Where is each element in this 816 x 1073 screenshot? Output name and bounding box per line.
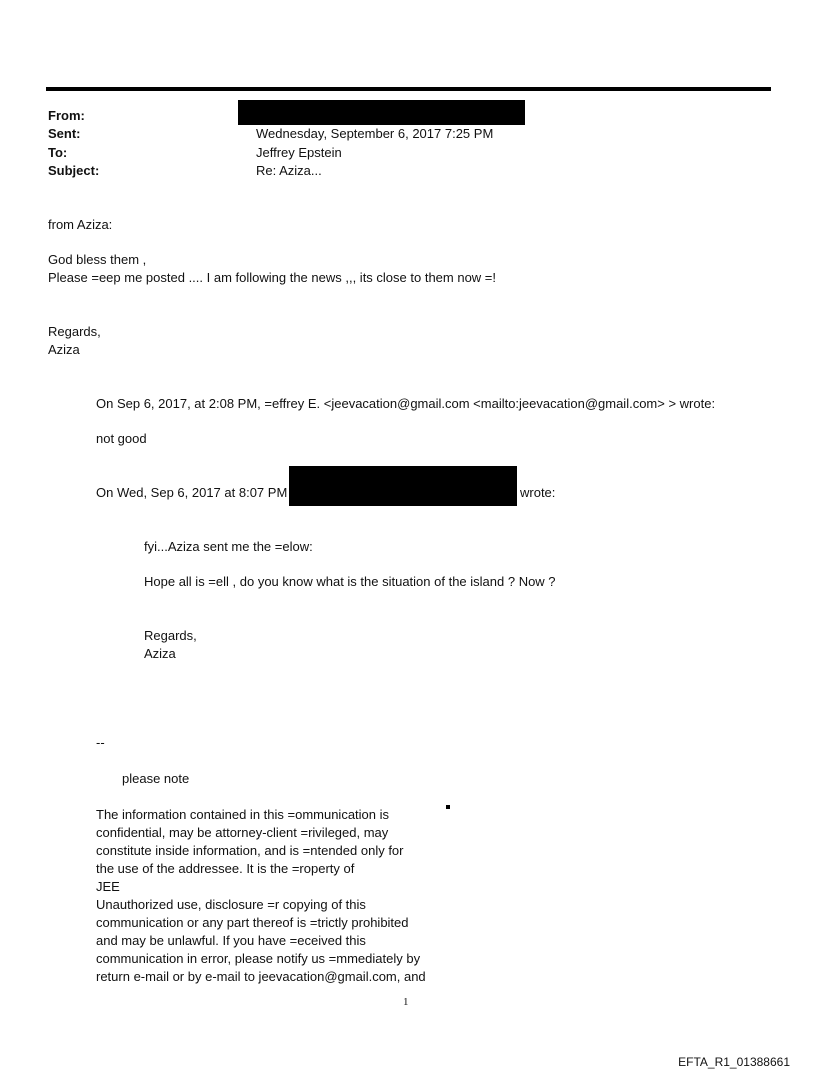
notice-line: constitute inside information, and is =ntended only for bbox=[96, 843, 404, 858]
subject-value: Re: Aziza... bbox=[256, 163, 322, 178]
quote2-redaction bbox=[289, 466, 517, 506]
notice-line: JEE bbox=[96, 879, 120, 894]
quote3-line-2: Hope all is =ell , do you know what is the situation of the island ? Now ? bbox=[144, 574, 556, 589]
notice-line: communication or any part thereof is =trictly prohibited bbox=[96, 915, 409, 930]
body-line-2: Please =eep me posted .... I am following the news ,,, its close to them now =! bbox=[48, 270, 497, 285]
notice-line: and may be unlawful. If you have =eceived this bbox=[96, 933, 366, 948]
quote1-text: not good bbox=[96, 431, 147, 446]
body-name: Aziza bbox=[48, 342, 80, 357]
notice-line: the use of the addressee. It is the =roperty of bbox=[96, 861, 355, 876]
body-regards: Regards, bbox=[48, 324, 101, 339]
signature-dashes: -- bbox=[96, 735, 105, 750]
from-label: From: bbox=[48, 108, 85, 123]
document-id: EFTA_R1_01388661 bbox=[678, 1055, 790, 1069]
signature-note: please note bbox=[122, 771, 190, 786]
stray-mark bbox=[446, 805, 450, 809]
to-label: To: bbox=[48, 145, 68, 160]
from-redaction bbox=[238, 100, 525, 125]
body-intro: from Aziza: bbox=[48, 217, 113, 232]
quote3-name: Aziza bbox=[144, 646, 176, 661]
header-divider bbox=[46, 87, 771, 91]
to-value: Jeffrey Epstein bbox=[256, 145, 342, 160]
notice-line: return e-mail or by e-mail to jeevacation@gmail.com, and bbox=[96, 969, 426, 984]
sent-label: Sent: bbox=[48, 126, 81, 141]
page-number: 1 bbox=[403, 996, 409, 1008]
body-line-1: God bless them , bbox=[48, 252, 147, 267]
subject-label: Subject: bbox=[48, 163, 100, 178]
notice-line: Unauthorized use, disclosure =r copying of this bbox=[96, 897, 366, 912]
quote1-header: On Sep 6, 2017, at 2:08 PM, =effrey E. <jeevacation@gmail.com <mailto:jeevacation@gmail.com> > wrote: bbox=[96, 396, 716, 411]
quote3-line-1: fyi...Aziza sent me the =elow: bbox=[144, 539, 313, 554]
quote2-header-suffix: wrote: bbox=[520, 485, 556, 500]
sent-value: Wednesday, September 6, 2017 7:25 PM bbox=[256, 126, 494, 141]
confidentiality-notice bbox=[96, 806, 426, 986]
notice-line: confidential, may be attorney-client =rivileged, may bbox=[96, 825, 389, 840]
quote2-header-prefix: On Wed, Sep 6, 2017 at 8:07 PM bbox=[96, 485, 288, 500]
notice-line: communication in error, please notify us =mmediately by bbox=[96, 951, 421, 966]
notice-line: The information contained in this =ommunication is bbox=[96, 807, 390, 822]
quote3-regards: Regards, bbox=[144, 628, 197, 643]
